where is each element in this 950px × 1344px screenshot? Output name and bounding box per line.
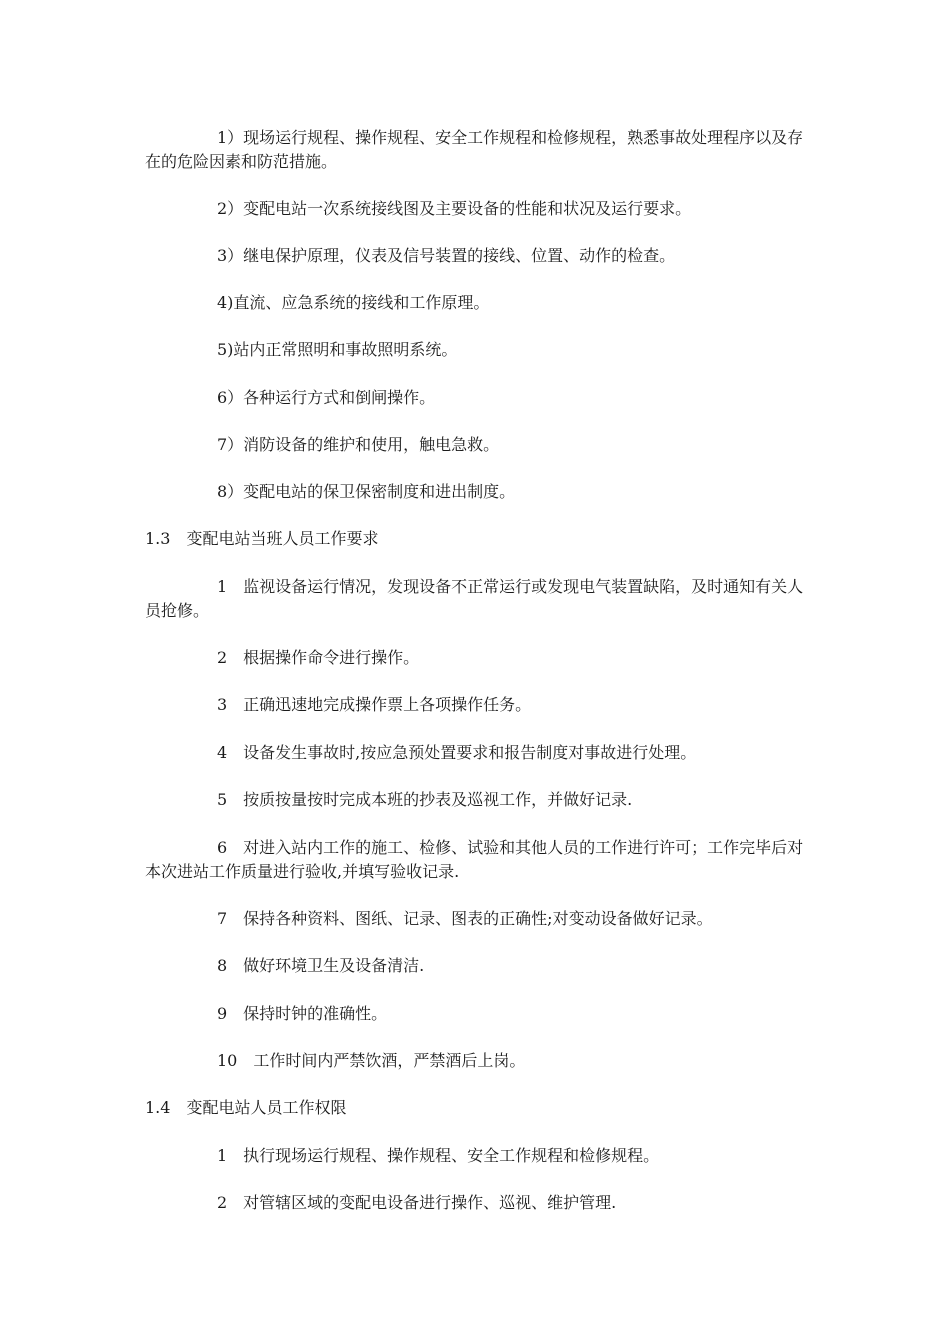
duty-item-10: 10 工作时间内严禁饮酒，严禁酒后上岗。 xyxy=(217,1051,526,1070)
section-heading-1-4: 1.4 变配电站人员工作权限 xyxy=(145,1098,347,1117)
paragraph-4: 4)直流、应急系统的接线和工作原理。 xyxy=(217,293,490,312)
paragraph-8: 8）变配电站的保卫保密制度和进出制度。 xyxy=(217,482,516,501)
paragraph-6: 6）各种运行方式和倒闸操作。 xyxy=(217,388,436,407)
section-heading-1-3: 1.3 变配电站当班人员工作要求 xyxy=(145,529,379,548)
authority-item-2: 2 对管辖区域的变配电设备进行操作、巡视、维护管理. xyxy=(217,1193,617,1212)
authority-item-1: 1 执行现场运行规程、操作规程、安全工作规程和检修规程。 xyxy=(217,1146,660,1165)
paragraph-3: 3）继电保护原理，仪表及信号装置的接线、位置、动作的检查。 xyxy=(217,246,676,265)
duty-item-3: 3 正确迅速地完成操作票上各项操作任务。 xyxy=(217,695,532,714)
paragraph-5: 5)站内正常照明和事故照明系统。 xyxy=(217,340,458,359)
paragraph-2: 2）变配电站一次系统接线图及主要设备的性能和状况及运行要求。 xyxy=(217,199,692,218)
duty-item-8: 8 做好环境卫生及设备清洁. xyxy=(217,956,425,975)
duty-item-5: 5 按质按量按时完成本班的抄表及巡视工作，并做好记录. xyxy=(217,790,633,809)
duty-item-1: 1 监视设备运行情况，发现设备不正常运行或发现电气装置缺陷，及时通知有关人员抢修。 xyxy=(145,577,804,620)
duty-item-6: 6 对进入站内工作的施工、检修、试验和其他人员的工作进行许可；工作完毕后对本次进站工作质量进行验收,并填写验收记录. xyxy=(145,838,804,881)
paragraph-1: 1）现场运行规程、操作规程、安全工作规程和检修规程，熟悉事故处理程序以及存在的危险因素和防范措施。 xyxy=(145,128,804,171)
duty-item-4: 4 设备发生事故时,按应急预处置要求和报告制度对事故进行处理。 xyxy=(217,743,697,762)
duty-item-9: 9 保持时钟的准确性。 xyxy=(217,1004,388,1023)
duty-item-7: 7 保持各种资料、图纸、记录、图表的正确性;对变动设备做好记录。 xyxy=(217,909,713,928)
paragraph-7: 7）消防设备的维护和使用，触电急救。 xyxy=(217,435,500,454)
duty-item-2: 2 根据操作命令进行操作。 xyxy=(217,648,420,667)
